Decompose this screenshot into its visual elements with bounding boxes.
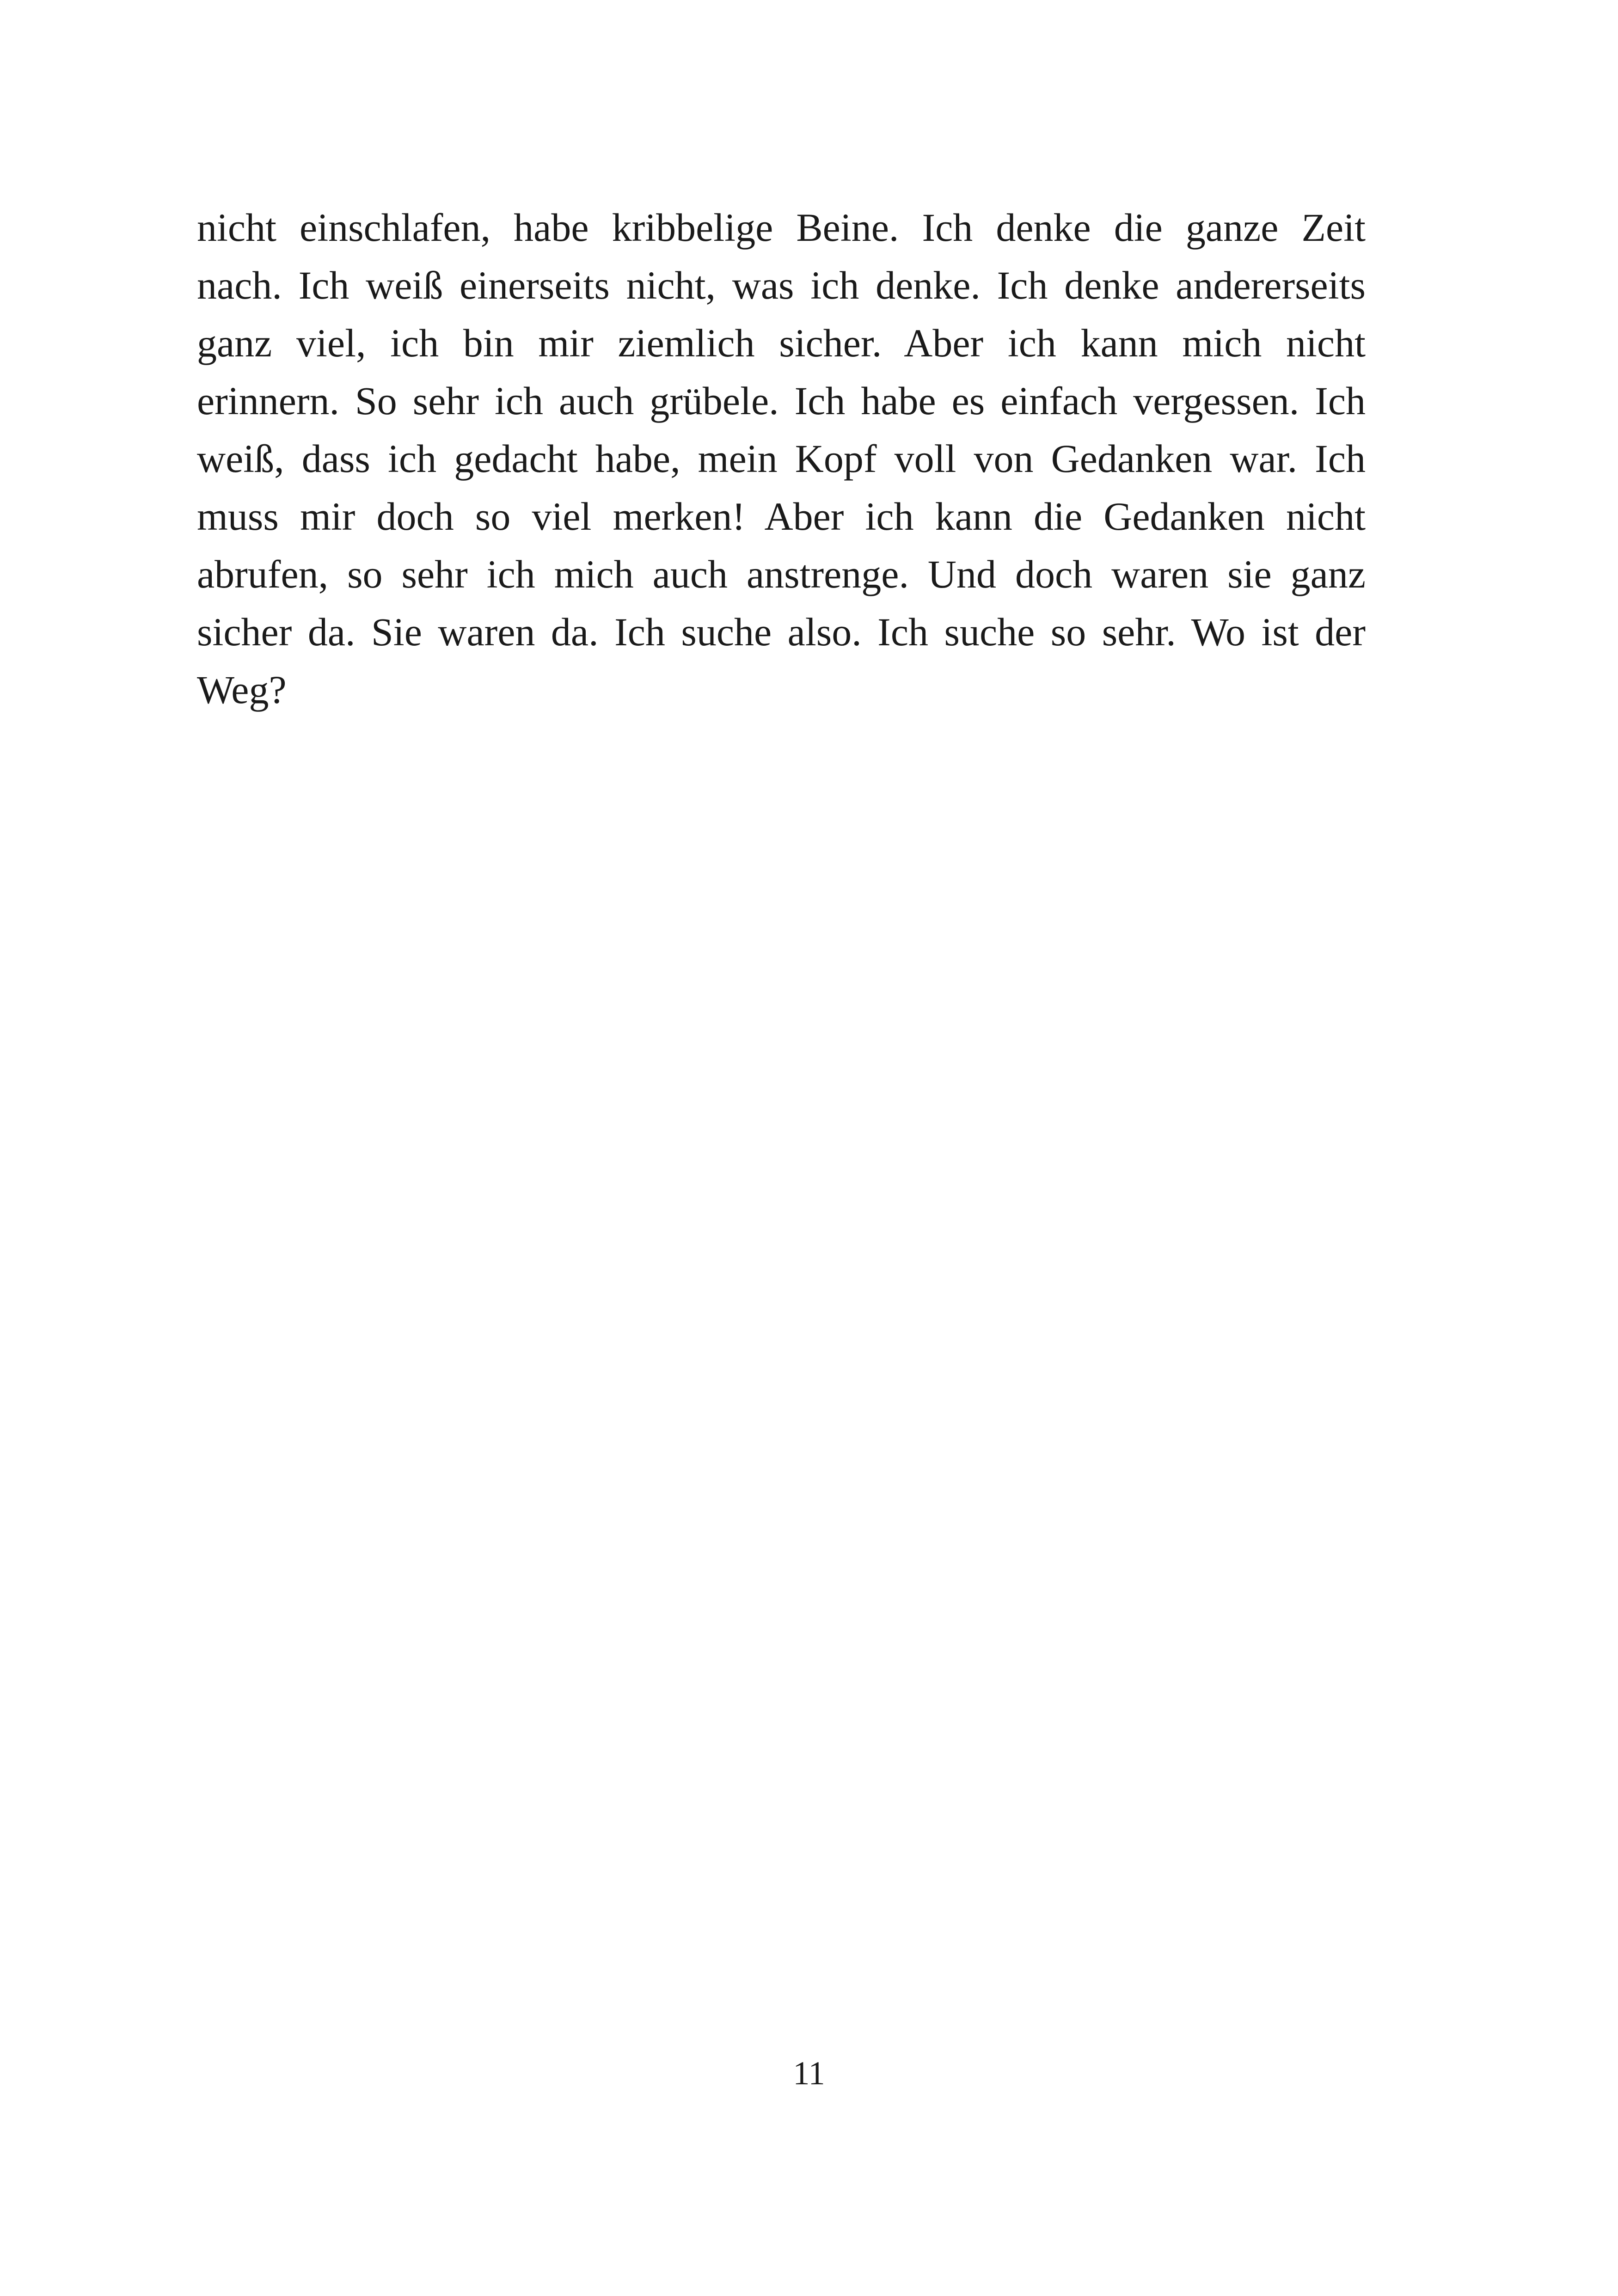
paragraph-line: muss mir doch so viel merken! Aber ich kann die Gedanken nicht	[197, 494, 1366, 539]
paragraph-line: abrufen, so sehr ich mich auch anstrenge. Und doch waren sie ganz	[197, 552, 1366, 596]
paragraph-line: Weg?	[197, 667, 287, 712]
page-number: 11	[793, 2055, 825, 2092]
paragraph-line: sicher da. Sie waren da. Ich suche also. Ich suche so sehr. Wo ist der	[197, 610, 1366, 654]
paragraph-line: nicht einschlafen, habe kribbelige Beine. Ich denke die ganze Zeit	[197, 205, 1366, 250]
paragraph-line: erinnern. So sehr ich auch grübele. Ich habe es einfach vergessen. Ich	[197, 379, 1366, 423]
paragraph-line: weiß, dass ich gedacht habe, mein Kopf voll von Gedanken war. Ich	[197, 436, 1366, 481]
paragraph-line: nach. Ich weiß einerseits nicht, was ich denke. Ich denke andererseits	[197, 263, 1366, 307]
paragraph-line: ganz viel, ich bin mir ziemlich sicher. Aber ich kann mich nicht	[197, 321, 1366, 365]
body-paragraph	[197, 199, 1366, 719]
